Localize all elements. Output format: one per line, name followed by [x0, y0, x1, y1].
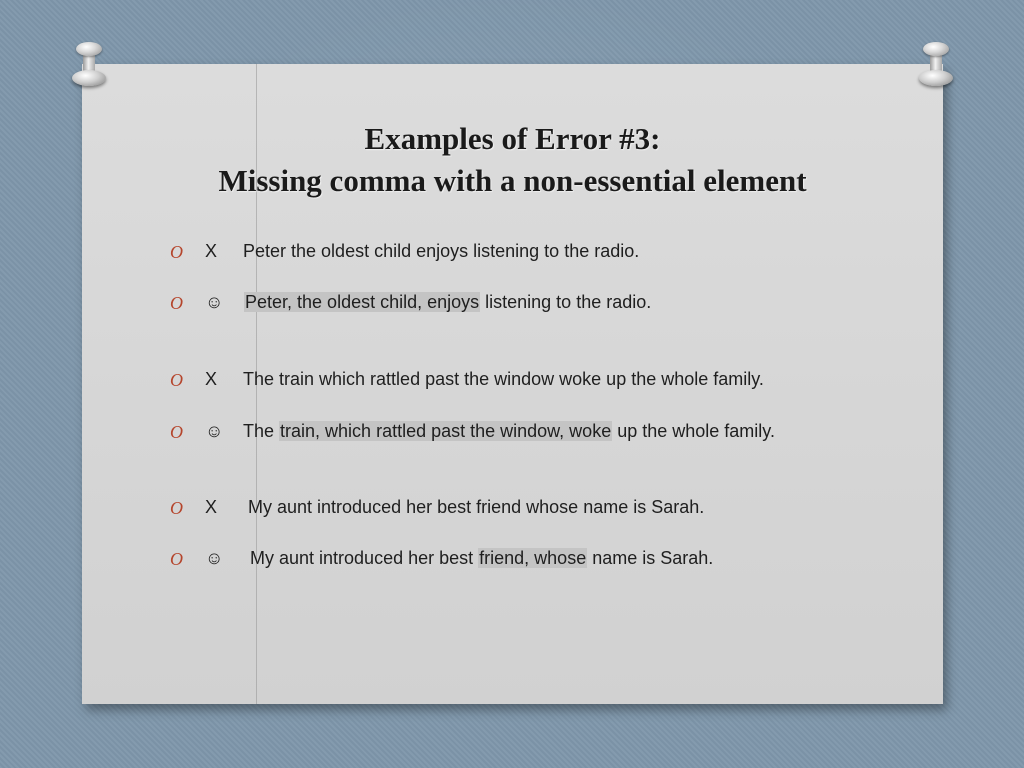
sentence-text: The train which rattled past the window woke up the whole family. — [243, 369, 764, 389]
smiley-icon: ☺ — [205, 548, 224, 568]
smiley-icon: ☺ — [205, 292, 224, 312]
example-sentence — [248, 494, 704, 520]
highlighted-phrase: Peter, the oldest child, enjoys — [245, 292, 480, 312]
sentence-text: name is Sarah. — [587, 548, 714, 568]
sentence-text: My aunt introduced her best friend whose name is Sarah. — [248, 497, 705, 517]
sentence-text: Peter the oldest child enjoys listening to the radio. — [243, 241, 640, 261]
incorrect-mark-icon: X — [205, 497, 218, 517]
smiley-icon: ☺ — [205, 421, 224, 441]
title-line-2: Missing comma with a non-essential element — [218, 163, 807, 198]
sentence-text: My aunt introduced her best — [250, 548, 479, 568]
title-line-1: Examples of Error #3: — [364, 121, 661, 156]
incorrect-mark-icon: X — [205, 369, 218, 389]
example-sentence — [243, 238, 639, 264]
highlighted-phrase: friend, whose — [479, 548, 587, 568]
incorrect-mark-icon: X — [205, 241, 218, 261]
sentence-text: listening to the radio. — [480, 292, 652, 312]
highlighted-phrase: train, which rattled past the window, woke — [280, 421, 612, 441]
example-sentence — [244, 289, 651, 315]
sentence-text: up the whole family. — [612, 421, 775, 441]
example-sentence — [243, 418, 775, 444]
bullet-icon: O — [170, 242, 183, 262]
bullet-icon: O — [170, 293, 183, 313]
bullet-icon: O — [170, 370, 183, 390]
sentence-text: The — [243, 421, 280, 441]
example-sentence — [243, 366, 764, 392]
bullet-icon: O — [170, 422, 183, 442]
bullet-icon: O — [170, 498, 183, 518]
bullet-icon: O — [170, 549, 183, 569]
example-sentence — [250, 545, 713, 571]
